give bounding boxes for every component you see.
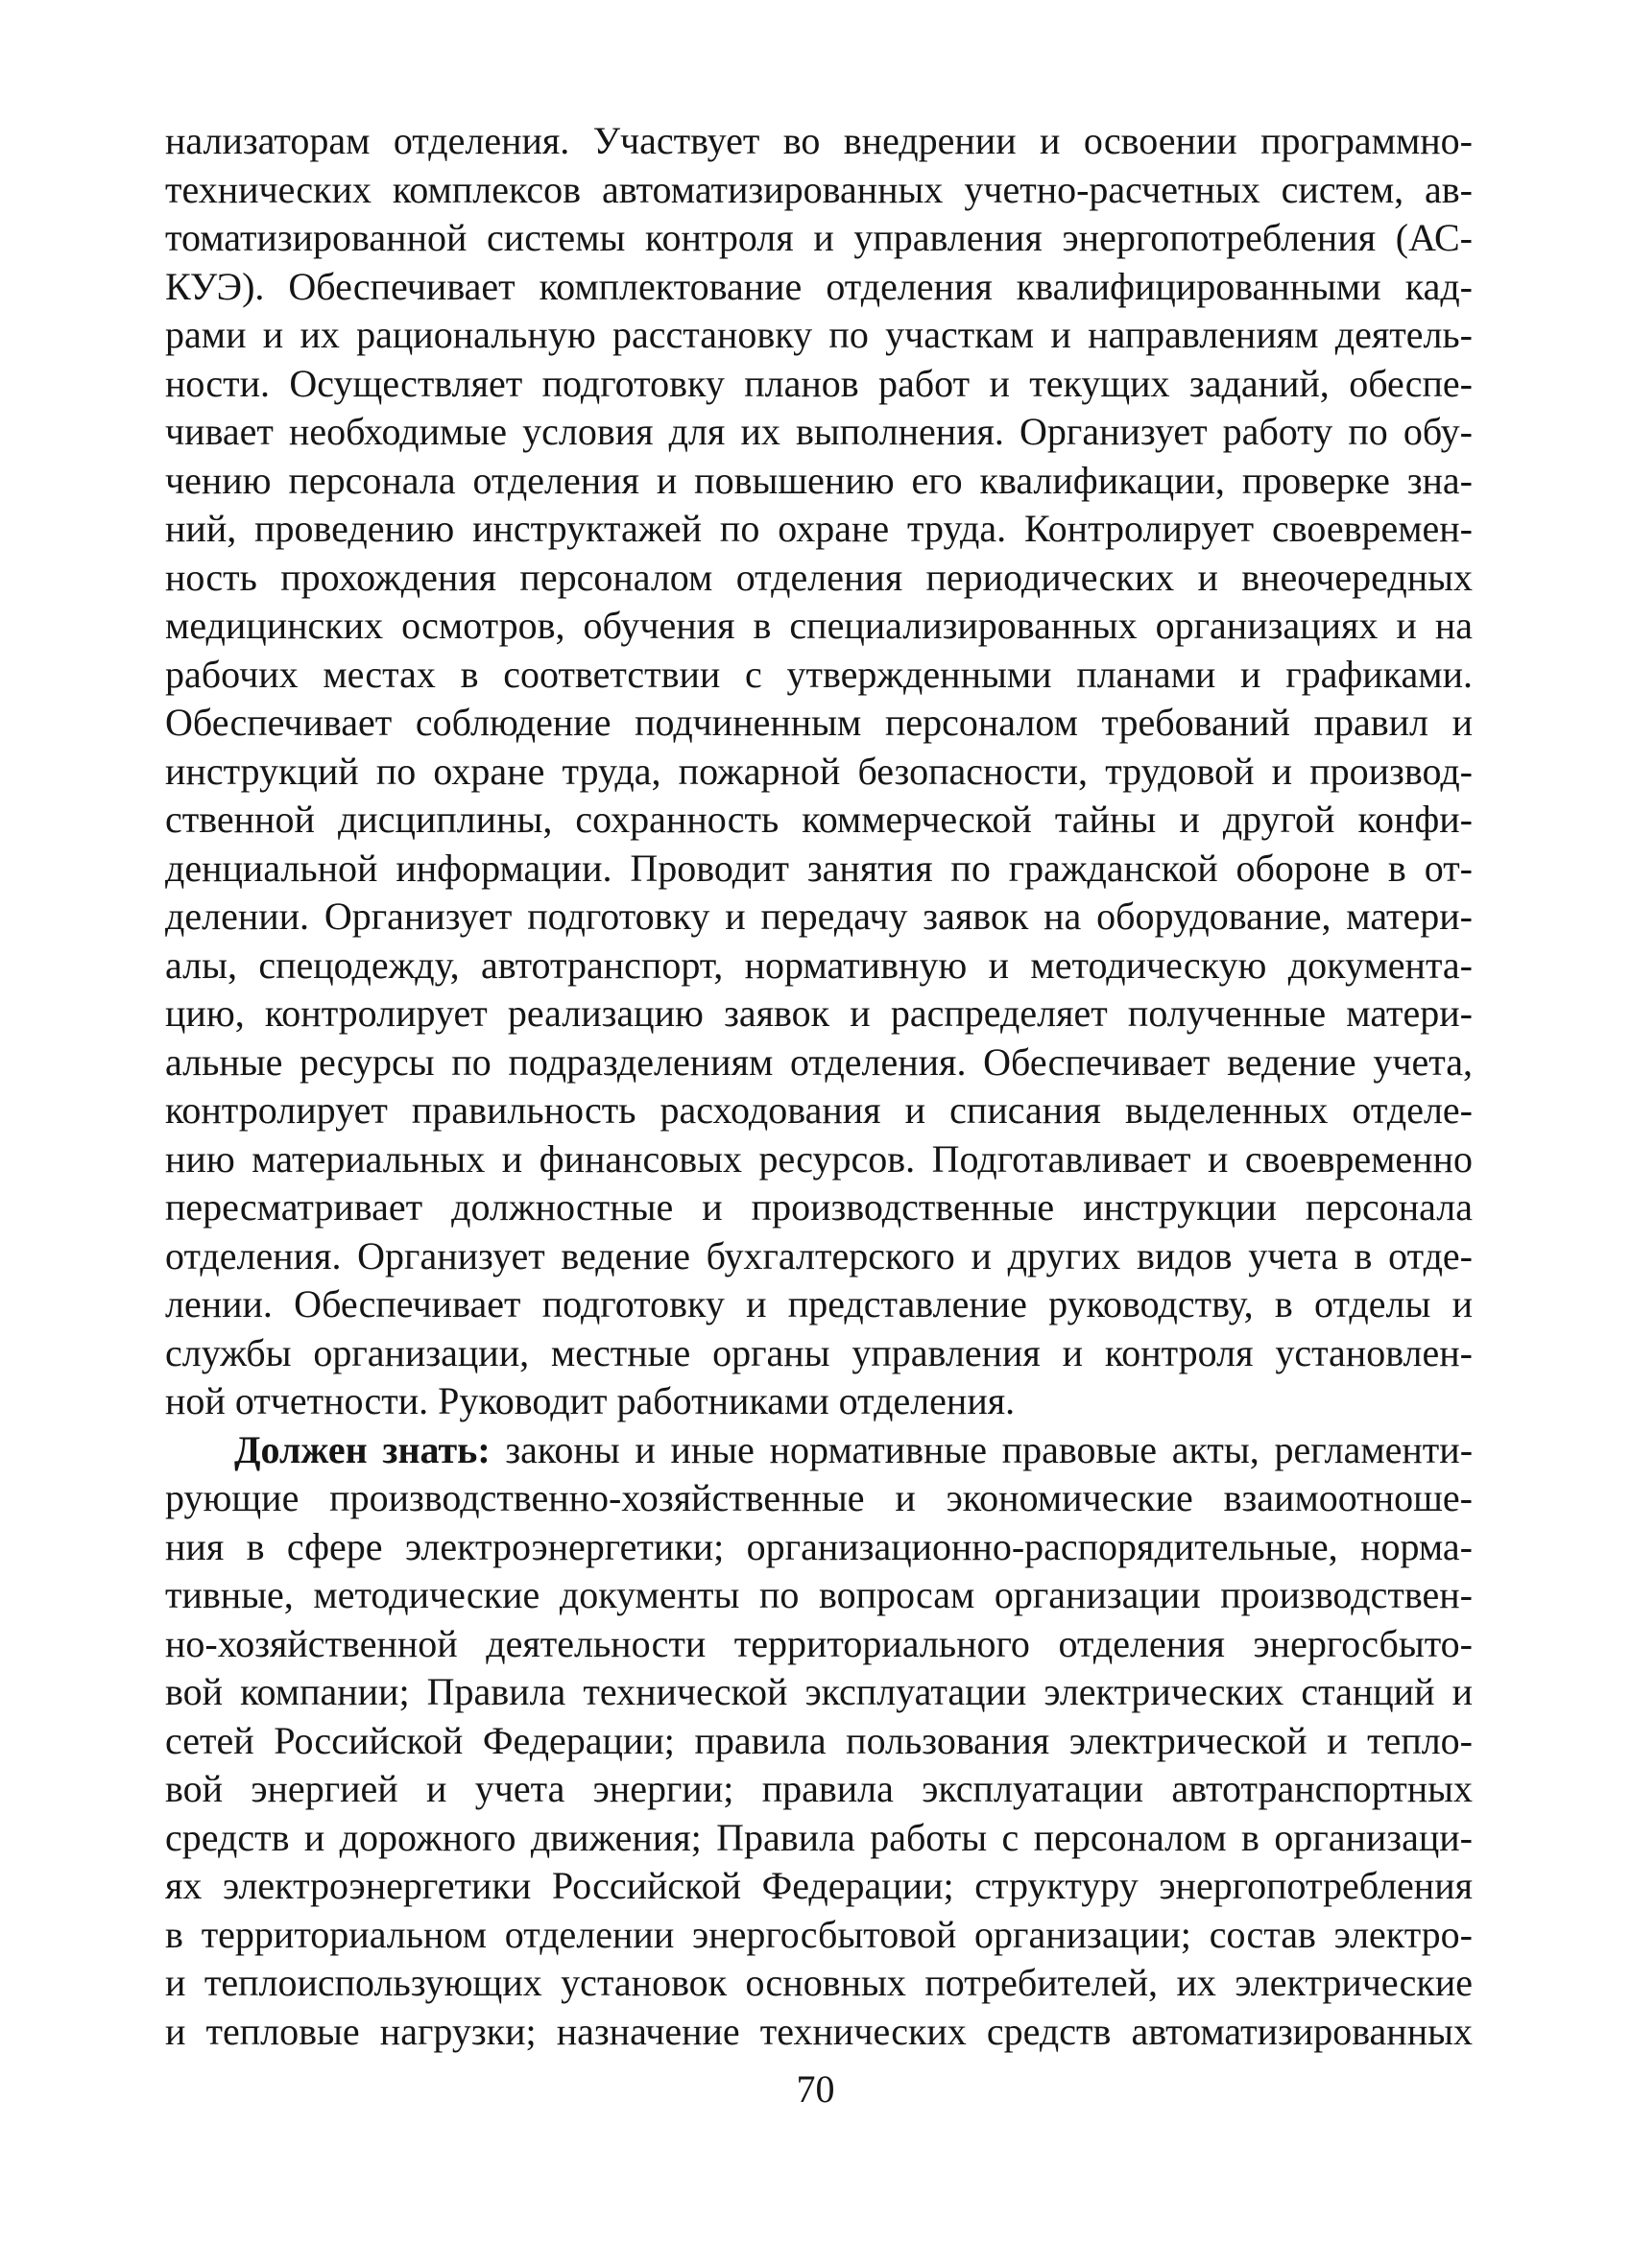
text-line: рующие производственно-хозяйственные и экономические взаимоотноше- (165, 1476, 1473, 1519)
text-line: тивные, методические документы по вопросам организации производствен- (165, 1573, 1473, 1616)
must-know-heading: Должен знать: (234, 1427, 491, 1471)
text-line: делении. Организует подготовку и передачу заявок на оборудование, матери- (165, 895, 1473, 938)
text-line: вой энергией и учета энергии; правила эксплуатации автотранспортных (165, 1767, 1473, 1810)
text-line: чению персонала отделения и повышению его квалификации, проверке зна- (165, 458, 1473, 502)
text-fragment: законы и иные нормативные правовые акты, регламенти- (490, 1427, 1473, 1471)
text-line: КУЭ). Обеспечивает комплектование отделения квалифицированными кад- (165, 264, 1473, 308)
text-line: денциальной информации. Проводит занятия по гражданской обороне в от- (165, 846, 1473, 890)
text-line: технических комплексов автоматизированных учетно-расчетных систем, ав- (165, 167, 1473, 211)
text-line: нализаторам отделения. Участвует во внедрении и освоении программно- (165, 119, 1473, 162)
text-line: но-хозяйственной деятельности территориального отделения энергосбыто- (165, 1621, 1473, 1665)
page-number: 70 (796, 2067, 835, 2111)
text-line: чивает необходимые условия для их выполнения. Организует работу по обу- (165, 410, 1473, 453)
text-line: ственной дисциплины, сохранность коммерческой тайны и другой конфи- (165, 798, 1473, 841)
body-text (165, 117, 1473, 2056)
text-line-first (165, 1426, 1473, 1475)
paragraph-duties (165, 117, 1473, 1426)
text-line: контролирует правильность расходования и списания выделенных отделе- (165, 1088, 1473, 1132)
text-line: ний, проведению инструктажей по охране труда. Контролирует своевремен- (165, 507, 1473, 550)
text-line: отделения. Организует ведение бухгалтерского и других видов учета в отде- (165, 1233, 1473, 1277)
text-line: и теплоиспользующих установок основных потребителей, их электрические (165, 1961, 1473, 2004)
text-line: рабочих местах в соответствии с утвержденными планами и графиками. (165, 652, 1473, 696)
text-line: вой компании; Правила технической эксплуатации электрических станций и (165, 1670, 1473, 1713)
text-line: инструкций по охране труда, пожарной безопасности, трудовой и производ- (165, 749, 1473, 793)
text-line: ной отчетности. Руководит работниками отделения. (165, 1379, 1016, 1422)
text-line: пересматривает должностные и производственные инструкции персонала (165, 1185, 1473, 1229)
text-line: лении. Обеспечивает подготовку и представление руководству, в отделы и (165, 1282, 1473, 1325)
text-line: Обеспечивает соблюдение подчиненным персоналом требований правил и (165, 701, 1473, 744)
text-line: ях электроэнергетики Российской Федерации; структуру энергопотребления (165, 1864, 1473, 1907)
text-line: сетей Российской Федерации; правила пользования электрической и тепло- (165, 1718, 1473, 1762)
text-line: службы организации, местные органы управления и контроля установлен- (165, 1330, 1473, 1374)
text-line: средств и дорожного движения; Правила работы с персоналом в организаци- (165, 1815, 1473, 1859)
text-line: ности. Осуществляет подготовку планов работ и текущих заданий, обеспе- (165, 361, 1473, 405)
text-line: алы, спецодежду, автотранспорт, нормативную и методическую документа- (165, 943, 1473, 987)
text-line: медицинских осмотров, обучения в специализированных организациях и на (165, 604, 1473, 647)
text-line: цию, контролирует реализацию заявок и распределяет полученные матери- (165, 991, 1473, 1035)
paragraph-must-know (165, 1426, 1473, 2057)
text-line: ность прохождения персоналом отделения периодических и внеочередных (165, 555, 1473, 599)
text-line: рами и их рациональную расстановку по участкам и направлениям деятель- (165, 313, 1473, 356)
text-line: и тепловые нагрузки; назначение технических средств автоматизированных (165, 2009, 1473, 2053)
text-line: альные ресурсы по подразделениям отделения. Обеспечивает ведение учета, (165, 1039, 1473, 1084)
text-line: ния в сфере электроэнергетики; организационно-распорядительные, норма- (165, 1524, 1473, 1568)
text-line: в территориальном отделении энергосбытовой организации; состав электро- (165, 1912, 1473, 1956)
text-line: нию материальных и финансовых ресурсов. Подготавливает и своевременно (165, 1136, 1473, 1181)
text-line: томатизированной системы контроля и управления энергопотребления (АС- (165, 216, 1473, 259)
